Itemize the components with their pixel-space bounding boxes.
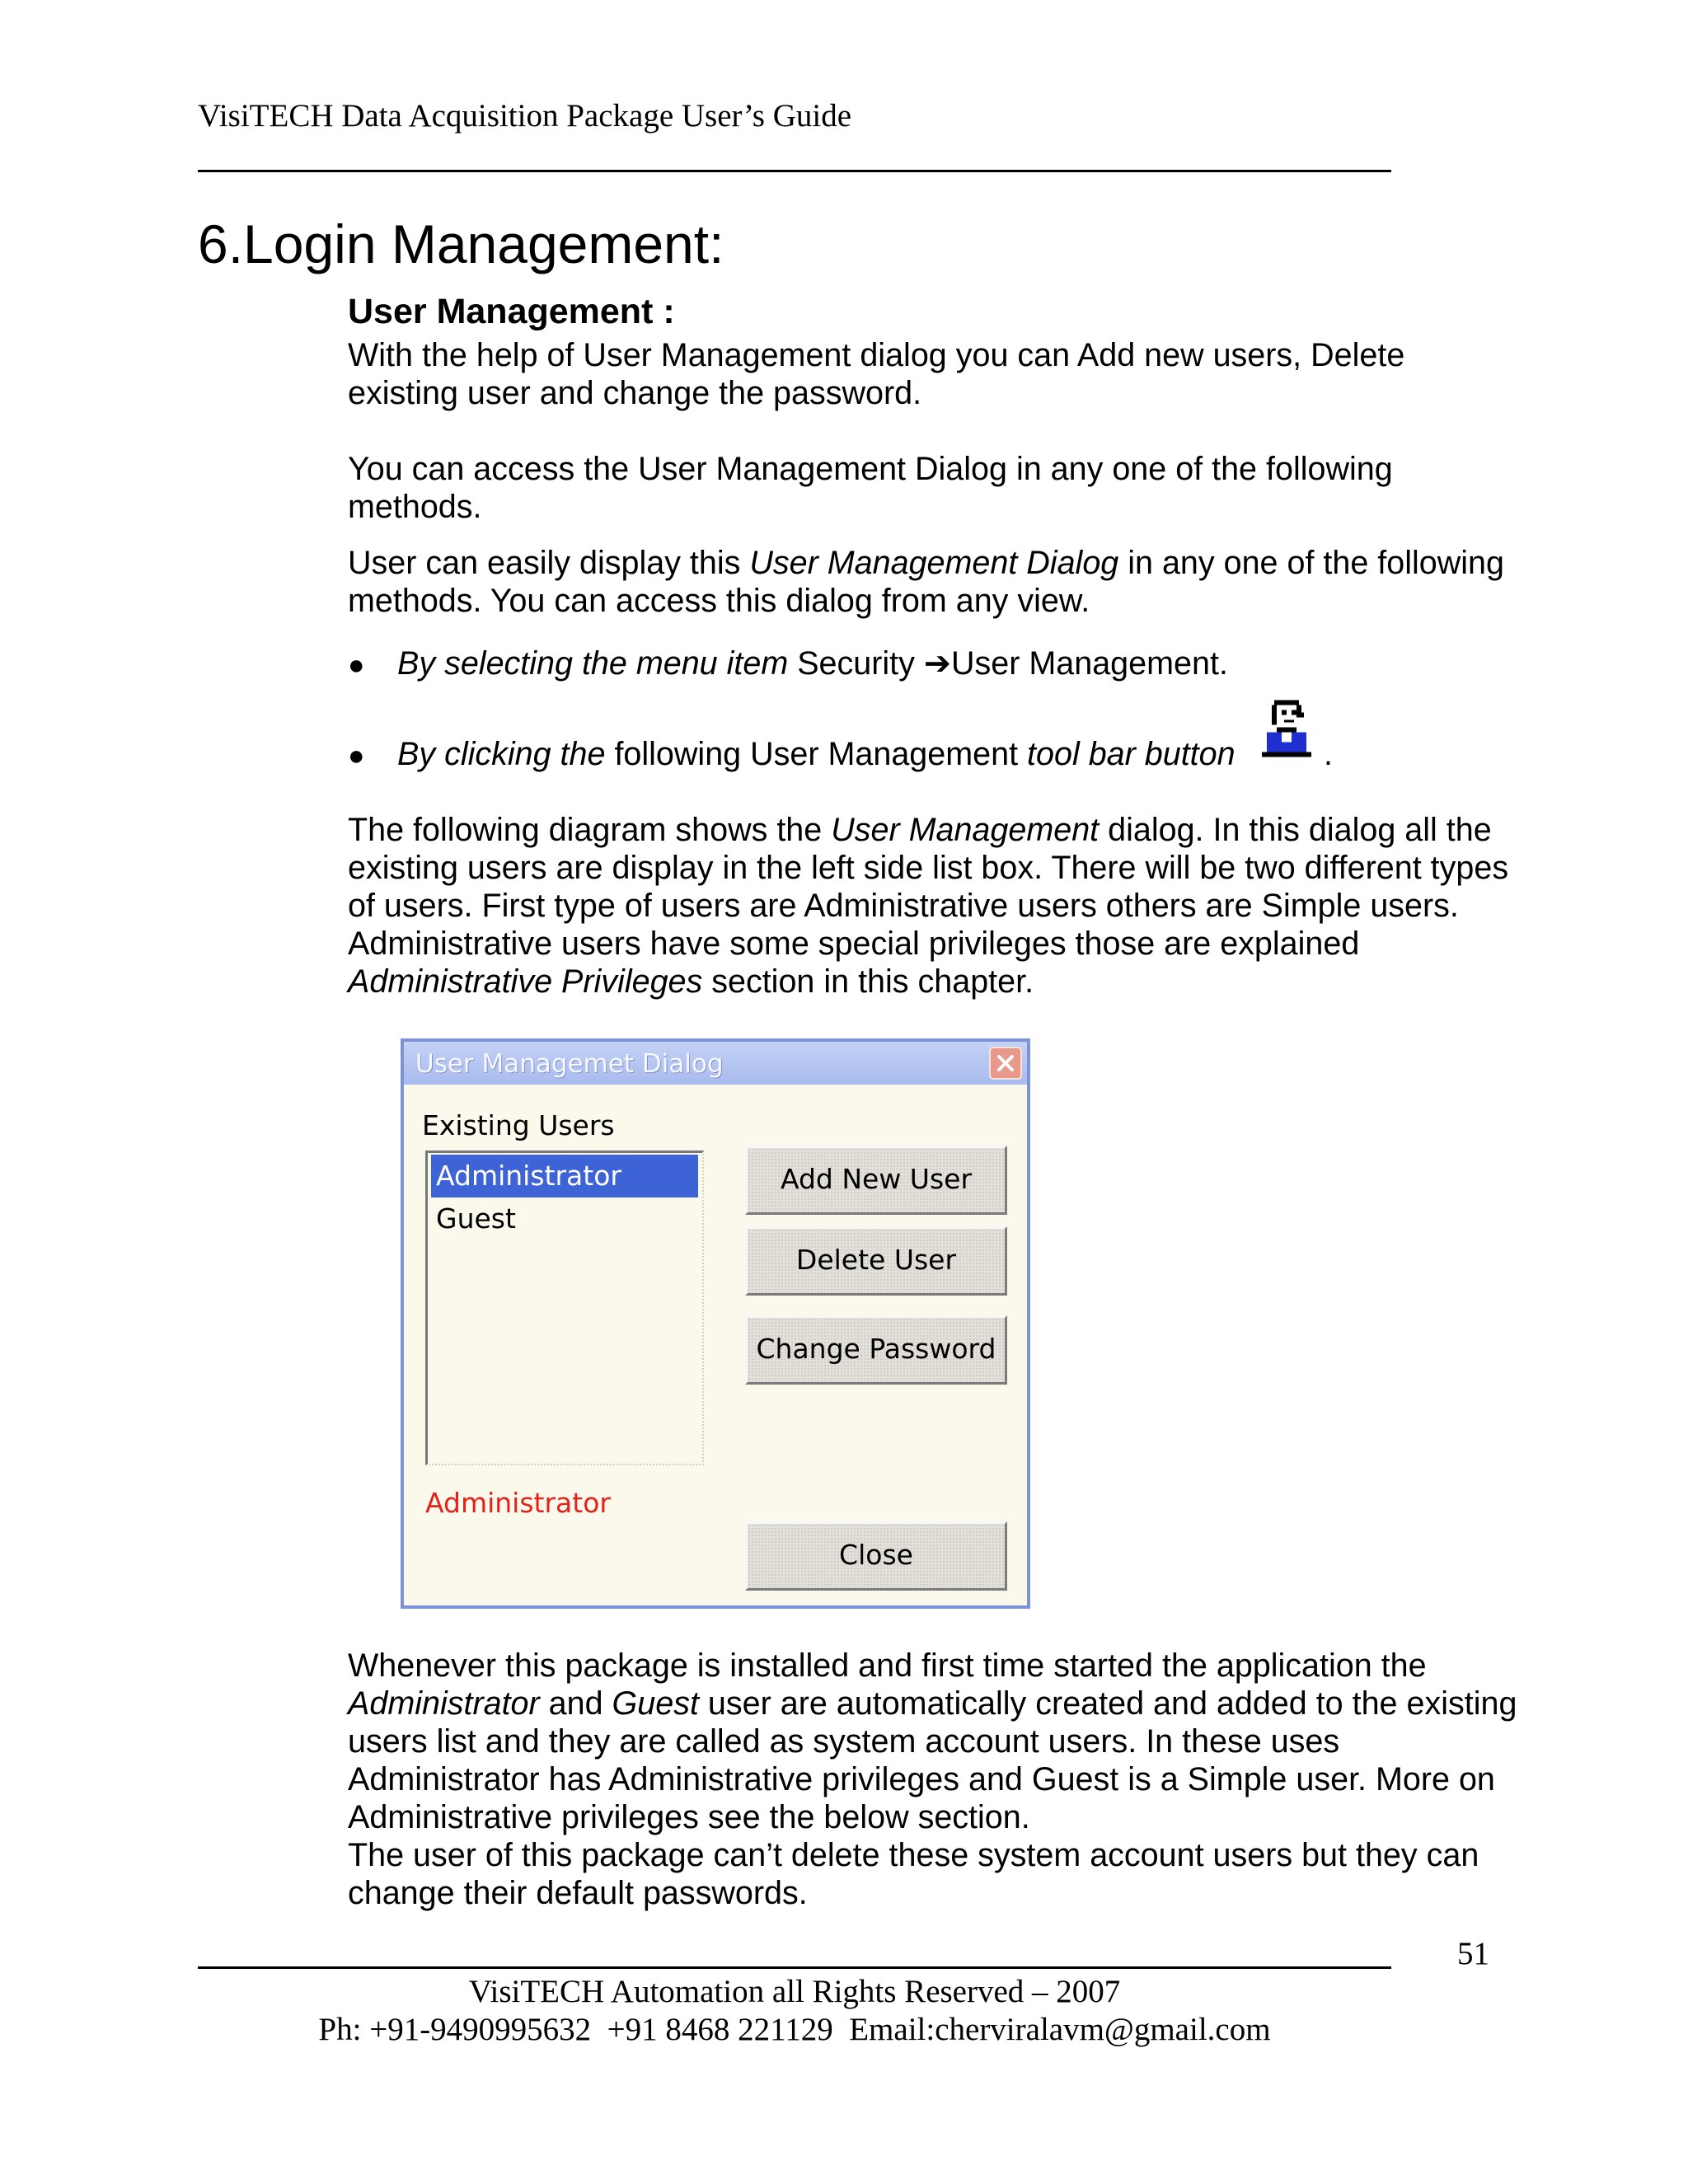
list-item[interactable]: Guest [436,1202,516,1235]
footer-contact: Ph: +91-9490995632 +91 8468 221129 Email:cherviralavm@gmail.com [318,2012,1271,2047]
dialog-title: User Managemet Dialog [415,1049,724,1079]
close-button[interactable]: Close [745,1521,1007,1591]
access-text: You can access the User Management Dialog in any one of the following methods. [348,451,1393,525]
footer-rule [198,1966,1391,1969]
bullet-dot: ● [348,649,365,681]
dialog-title-bar [404,1042,1027,1085]
system-accounts-paragraph [348,1647,1518,1912]
close-icon[interactable] [989,1047,1022,1080]
arrow-right-icon: ➔ [923,645,951,682]
header-title: VisiTECH Data Acquisition Package User’s Guide [198,98,852,134]
header-rule [198,170,1391,172]
add-new-user-button[interactable]: Add New User [745,1146,1007,1215]
page-number: 51 [1457,1936,1489,1971]
list-item[interactable]: Administrator [431,1155,698,1197]
intro-paragraph [348,336,1518,412]
bullet-period: . [1324,736,1333,772]
user-management-dialog [401,1038,1030,1609]
intro-text: With the help of User Management dialog you can Add new users, Delete existing user and change the password. [348,337,1405,411]
current-user-label: Administrator [425,1487,611,1519]
bullet-dot: ● [348,740,365,771]
diagram-text: The following diagram shows the User Management dialog. In this dialog all the existing users are display in the left side list box. There will be two different types of users. First type of users are Administrative users others are Simple users. Administrative users have some special privileges those are explained Administrative Privileges section in this chapter. [348,812,1509,1000]
system-accounts-text: Whenever this package is installed and first time started the application the Administrator and Guest user are automatically created and added to the existing users list and they are called as system account users. In these uses Administrator has Administrative privileges and Guest is a Simple user. More on Administrative privileges see the below section. [348,1647,1517,1835]
change-password-button[interactable]: Change Password [745,1315,1007,1385]
footer-rights: VisiTECH Automation all Rights Reserved – 2007 [468,1974,1121,2009]
bullet-menu-item: By selecting the menu item Security ➔User Management. [397,645,1228,682]
diagram-paragraph [348,811,1518,1001]
section-title: User Management : [348,292,675,331]
bullet-toolbar-button: By clicking the following User Management tool bar button [397,736,1236,772]
delete-user-button[interactable]: Delete User [745,1226,1007,1296]
user-management-toolbar-icon [1259,697,1319,764]
system-accounts-note: The user of this package can’t delete these system account users but they can change their default passwords. [348,1837,1479,1911]
existing-users-label: Existing Users [422,1109,615,1141]
access-paragraph [348,450,1518,526]
display-text: User can easily display this User Management Dialog in any one of the following methods. You can access this dialog from any view. [348,545,1504,619]
display-paragraph [348,544,1518,620]
chapter-title: 6.Login Management: [198,213,724,274]
users-listbox[interactable] [425,1151,704,1465]
